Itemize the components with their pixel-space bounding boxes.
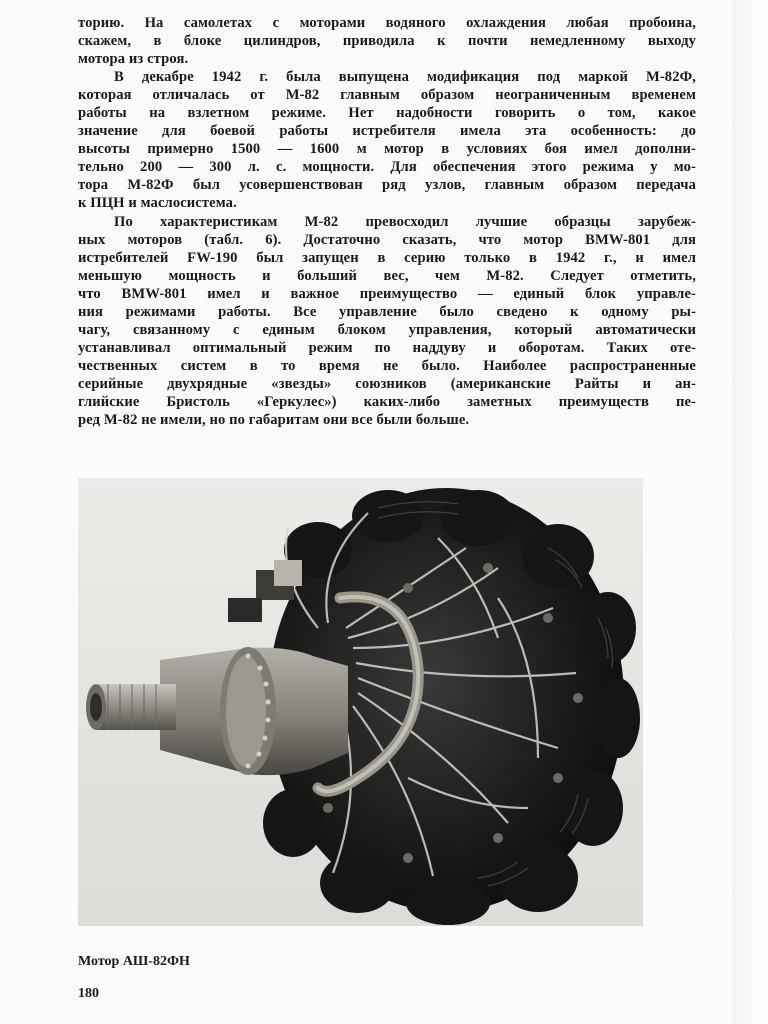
body-text [78, 14, 696, 429]
text-line: к ПЦН и маслосистема. [78, 195, 237, 212]
text-line: глийские Бристоль «Геркулес») каких-либо заметных преимуществ пе- [78, 393, 696, 410]
text-line: ния режимами работы. Все управление было сведено к одному ры- [78, 303, 696, 320]
text-line: что BMW-801 имел и важное преимущество — единый блок управле- [78, 285, 696, 302]
text-line: устанавливал оптимальный режим по наддуву и оборотам. Таких оте- [78, 339, 696, 356]
text-line: торию. На самолетах с моторами водяного охлаждения любая пробоина, [78, 15, 696, 31]
engine-photo [78, 478, 643, 926]
text-line: скажем, в блоке цилиндров, приводила к почти немедленному выходу [78, 33, 696, 50]
figure-caption: Мотор АШ-82ФН [78, 954, 190, 969]
text-line: высоты примерно 1500 — 1600 м мотор в условиях боя имел дополни- [78, 141, 696, 158]
text-line: тора М-82Ф был усовершенствован ряд узлов, главным образом передача [78, 177, 696, 194]
text-line: которая отличалась от М-82 главным образом неограниченным временем [78, 87, 696, 104]
page-number: 180 [78, 986, 99, 1001]
text-line: В декабре 1942 г. была выпущена модификация под маркой М-82Ф, [114, 69, 696, 86]
text-line: ных моторов (табл. 6). Достаточно сказать, что мотор BMW-801 для [78, 231, 696, 248]
page-edge-shadow [732, 0, 768, 1024]
text-line: мотора из строя. [78, 51, 189, 68]
text-line: серийные двухрядные «звезды» союзников (американские Райты и ан- [78, 375, 696, 392]
text-line: ред М-82 не имели, но по габаритам они все были больше. [78, 412, 470, 429]
text-line: истребителей FW-190 был запущен в серию только в 1942 г., и имел [78, 249, 696, 266]
text-line: чагу, связанному с единым блоком управления, который автоматически [78, 321, 696, 338]
text-line: чественных систем в то время не было. Наиболее распространенные [78, 357, 696, 374]
text-line: меньшую мощность и больший вес, чем М-82. Следует отметить, [78, 267, 696, 284]
text-line: тельно 200 — 300 л. с. мощности. Для обеспечения этого режима у мо- [78, 159, 696, 176]
text-line: работы на взлетном режиме. Нет надобности говорить о том, какое [78, 105, 696, 122]
engine-illustration [78, 478, 643, 926]
text-line: По характеристикам М-82 превосходил лучшие образцы зарубеж- [114, 213, 696, 230]
text-line: значение для боевой работы истребителя имела эта особенность: до [78, 123, 696, 140]
